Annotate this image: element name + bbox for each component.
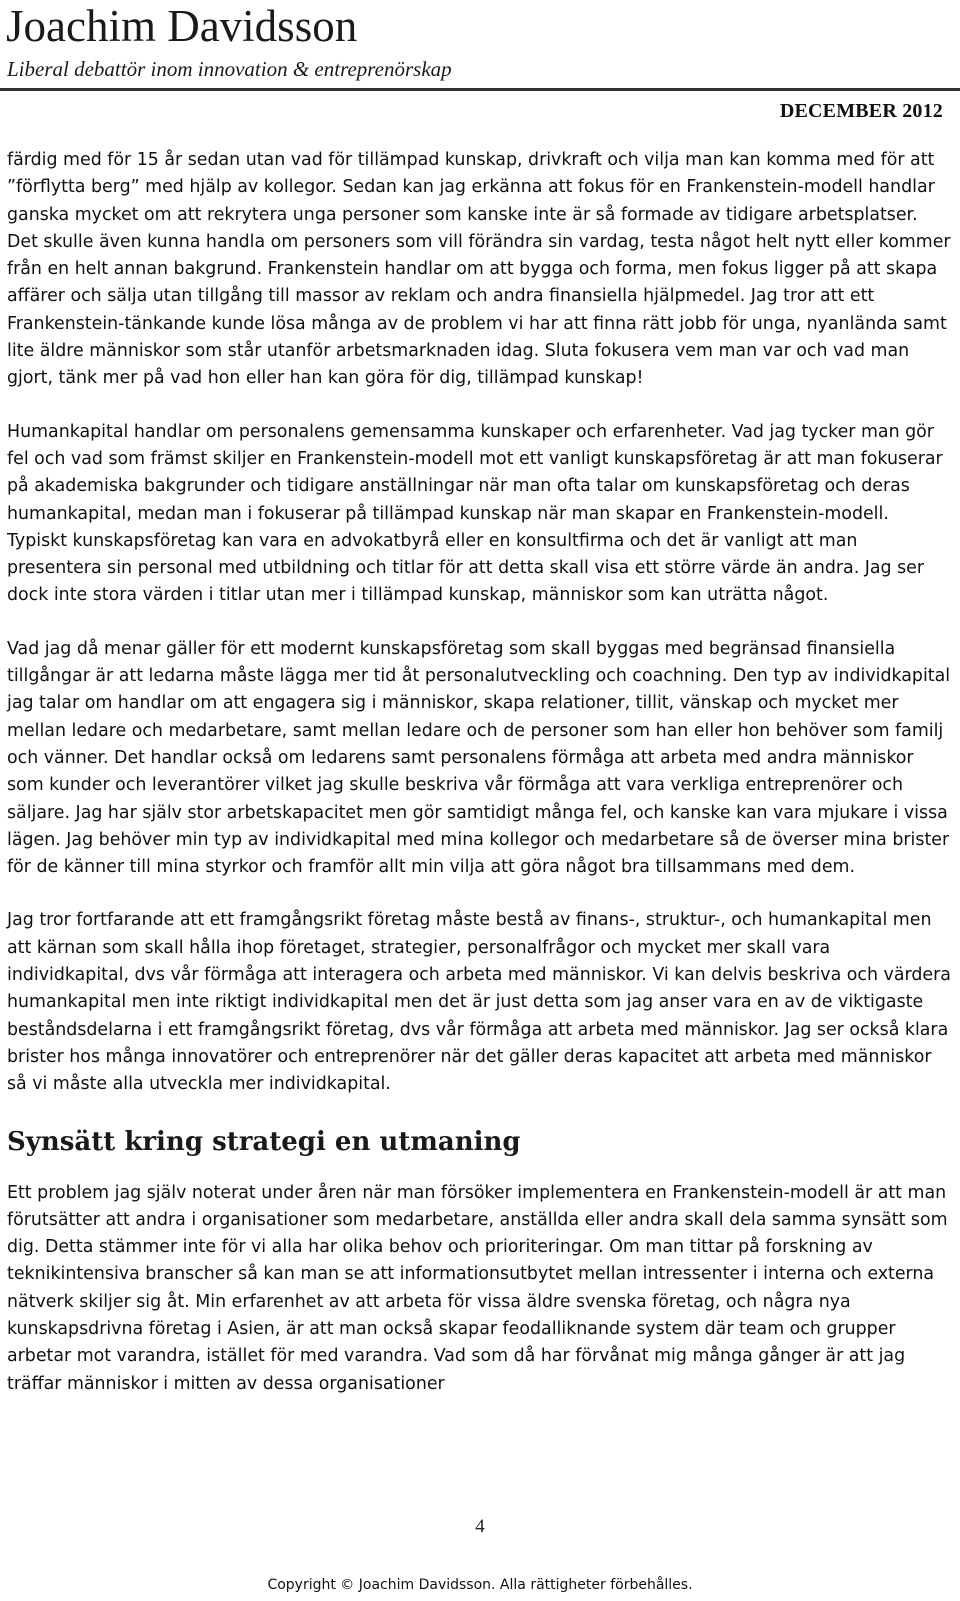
page-number: 4	[475, 1516, 485, 1537]
author-name-title: Joachim Davidsson	[6, 1, 358, 51]
paragraph: Humankapital handlar om personalens gemensamma kunskaper och erfarenheter. Vad jag tycker man gör fel och vad som främst skiljer en Frankenstein-modell mot ett vanligt kunskapsföretag är att man fokuserar på akademiska bakgrunder och tidigare anställningar när man ofta talar om kunskapsföretag och deras humankapital, medan man i fokuserar på tillämpad kunskap när man skapar en Frankenstein-modell. Typiskt kunskapsföretag kan vara en advokatbyrå eller en konsultfirma och det är vanligt att man presentera sin personal med utbildning och titlar för att detta skall visa ett större värde än andra. Jag ser dock inte stora värden i titlar utan mer i tillämpad kunskap, människor som kan uträtta något.	[7, 421, 943, 606]
header-divider	[0, 88, 960, 91]
paragraph: Vad jag då menar gäller för ett modernt kunskapsföretag som skall byggas med begränsad finansiella tillgångar är att ledarna måste lägga mer tid åt personalutveckling och coachning. Den typ av individkapital jag talar om handlar om att engagera sig i människor, skapa relationer, tillit, vänskap och mycket mer mellan ledare och medarbetare, samt mellan ledare och de personer som han eller hon behöver som familj och vänner. Det handlar också om ledarens samt personalens förmåga att arbeta med andra människor som kunder och leverantörer vilket jag skulle beskriva vår förmåga att vara verkliga entreprenörer och säljare. Jag har själv stor arbetskapacitet men gör samtidigt många fel, och kanske kan vara mjukare i vissa lägen. Jag behöver min typ av individkapital med mina kollegor och medarbetare så de överser mina brister för de känner till mina styrkor och framför allt min vilja att göra något bra tillsammans med dem.	[7, 638, 951, 878]
publication-date: DECEMBER 2012	[779, 100, 943, 122]
paragraph: Ett problem jag själv noterat under åren när man försöker implementera en Frankenstein-modell är att man förutsätter att andra i organisationer som medarbetare, anställda eller andra skall dela samma synsätt som dig. Detta stämmer inte för vi alla har olika behov och prioriteringar. Om man tittar på forskning av teknikintensiva branscher så kan man se att informationsutbytet mellan intressenter i interna och externa nätverk skiljer sig åt. Min erfarenhet av att arbeta för vissa äldre svenska företag, och några nya kunskapsdrivna företag i Asien, är att man också skapar feodalliknande system där team och grupper arbetar mot varandra, istället för med varandra. Vad som då har förvånat mig många gånger är att jag träffar människor i mitten av dessa organisationer	[7, 1182, 948, 1394]
section-heading: Synsätt kring strategi en utmaning	[7, 1126, 521, 1157]
paragraph: färdig med för 15 år sedan utan vad för tillämpad kunskap, drivkraft och vilja man kan komma med för att ”förflytta berg” med hjälp av kollegor. Sedan kan jag erkänna att fokus för en Frankenstein-modell handlar ganska mycket om att rekrytera unga personer som kanske inte är så formade av tidigare arbetsplatser. Det skulle även kunna handla om personers som vill förändra sin vardag, testa något helt nytt eller kommer från en helt annan bakgrund. Frankenstein handlar om att bygga och forma, men fokus ligger på att skapa affärer och sälja utan tillgång till massor av reklam och andra finansiella hjälpmedel. Jag tror att ett Frankenstein-tänkande kunde lösa många av de problem vi har att finna rätt jobb för unga, nyanlända samt lite äldre människor som står utanför arbetsmarknaden idag. Sluta fokusera vem man var och vad man gjort, tänk mer på vad hon eller han kan göra för dig, tillämpad kunskap!	[7, 150, 951, 389]
article-body	[7, 147, 951, 1424]
copyright-notice: Copyright © Joachim Davidsson. Alla rättigheter förbehålles.	[267, 1577, 693, 1593]
author-tagline: Liberal debattör inom innovation & entreprenörskap	[7, 57, 452, 81]
paragraph: Jag tror fortfarande att ett framgångsrikt företag måste bestå av finans-, struktur-, och humankapital men att kärnan som skall hålla ihop företaget, strategier, personalfrågor och mycket mer skall vara individkapital, dvs vår förmåga att interagera och arbeta med människor. Vi kan delvis beskriva och värdera humankapital men inte riktigt individkapital men det är just detta som jag anser vara en av de viktigaste beståndsdelarna i ett framgångsrikt företag, dvs vår förmåga att arbeta med människor. Jag ser också klara brister hos många innovatörer och entreprenörer när det gäller deras kapacitet att arbeta med människor så vi måste alla utveckla mer individkapital.	[7, 910, 951, 1095]
